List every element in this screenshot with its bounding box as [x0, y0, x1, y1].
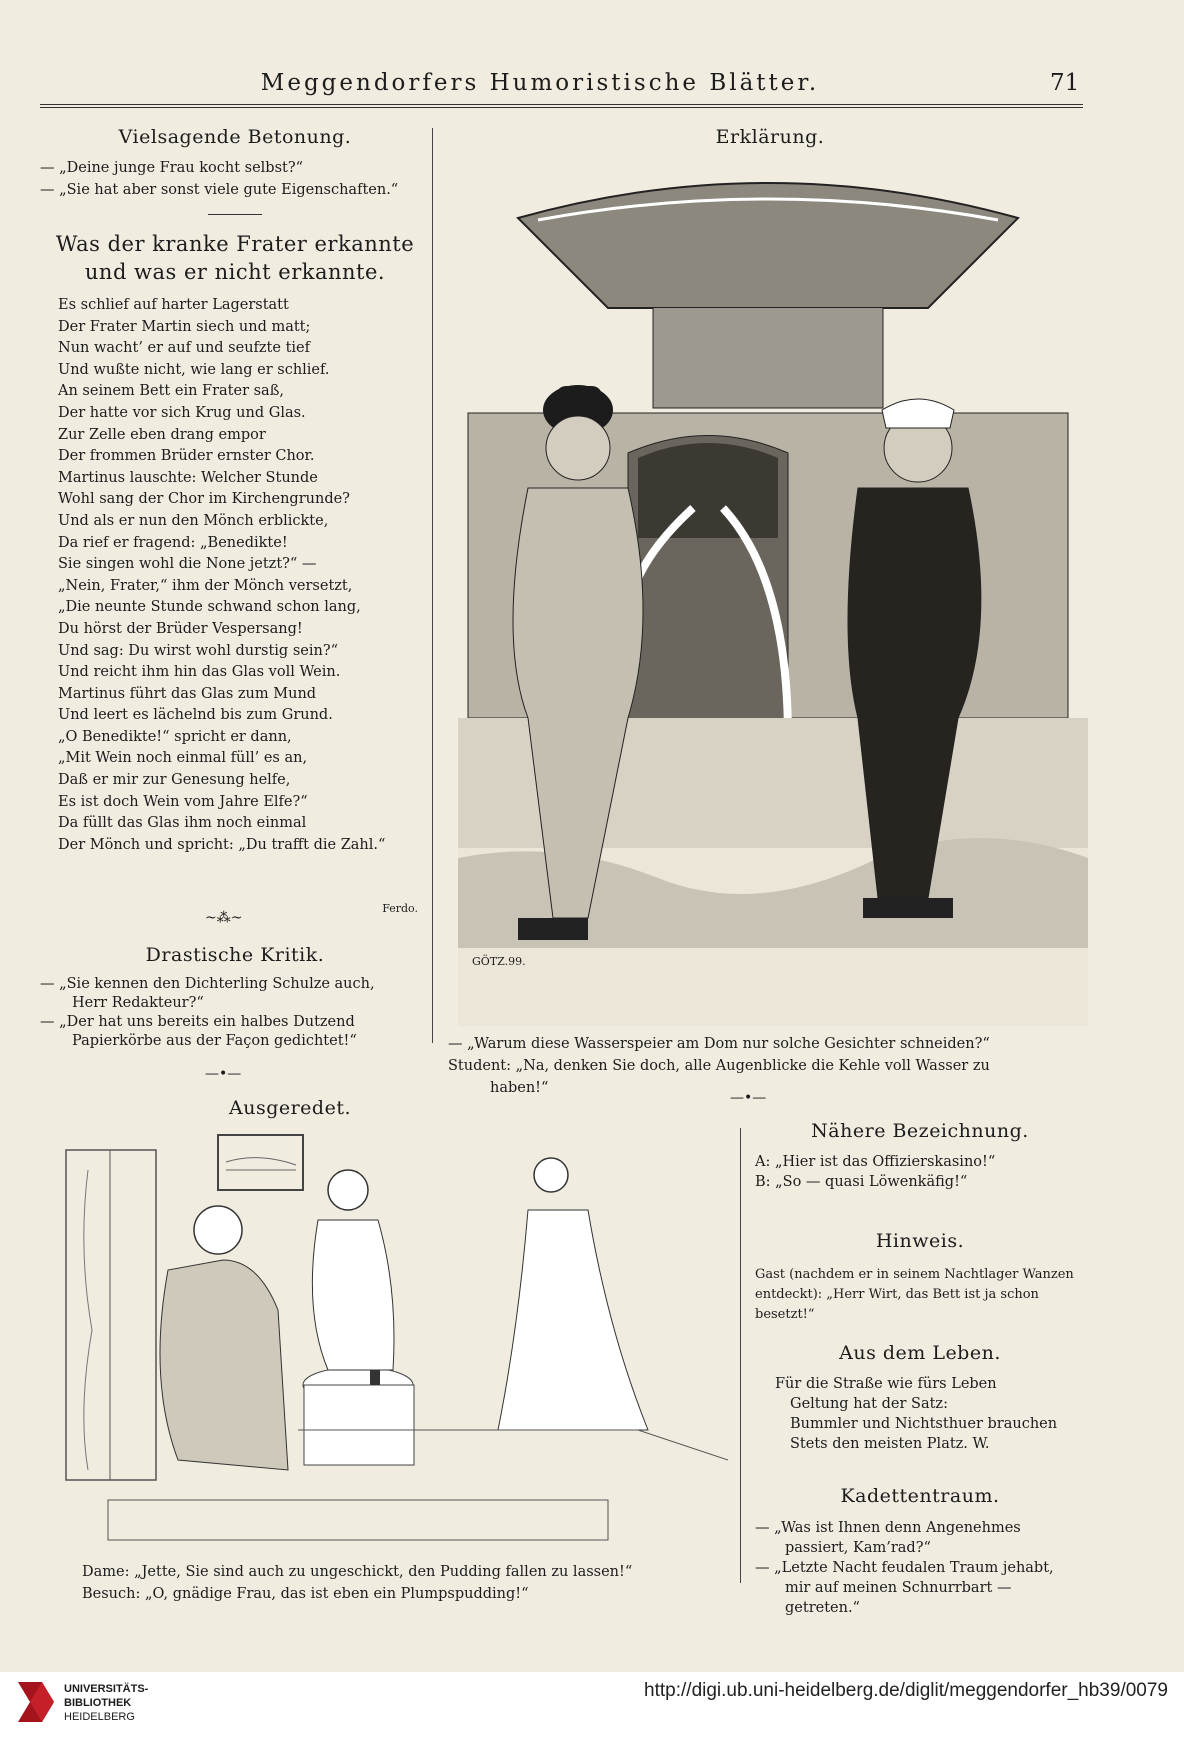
- poem-line: „Mit Wein noch einmal füll’ es an,: [58, 750, 308, 767]
- text-line: mir auf meinen Schnurrbart —: [785, 1580, 1012, 1596]
- header-rule-2: [40, 107, 1083, 108]
- column-divider-2: [740, 1128, 741, 1583]
- poem-line: Es schlief auf harter Lagerstatt: [58, 297, 289, 313]
- text-line: — „Der hat uns bereits ein halbes Dutzend: [40, 1014, 355, 1030]
- library-logo: [14, 1678, 58, 1726]
- poem-line: Und reicht ihm hin das Glas voll Wein.: [58, 664, 341, 681]
- poem-line: Da füllt das Glas ihm noch einmal: [58, 815, 307, 832]
- poem-line: Martinus lauschte: Welcher Stunde: [58, 469, 318, 486]
- caption-line: haben!“: [490, 1080, 549, 1096]
- section-title-hinweis: Hinweis.: [875, 1230, 965, 1252]
- text-line: — „Deine junge Frau kocht selbst?“: [40, 160, 304, 176]
- erklaerung-drawing: [458, 158, 1088, 1026]
- text-line: Geltung hat der Satz:: [790, 1396, 948, 1412]
- ausgeredet-drawing: [48, 1130, 728, 1550]
- caption-line: Student: „Na, denken Sie doch, alle Augenblicke die Kehle voll Wasser zu: [448, 1058, 990, 1074]
- library-line: UNIVERSITÄTS-: [64, 1683, 149, 1695]
- poem-line: Und als er nun den Mönch erblickte,: [58, 512, 329, 529]
- section-title-erklaerung: Erklärung.: [715, 126, 825, 148]
- poem-line: Wohl sang der Chor im Kirchengrunde?: [58, 491, 350, 508]
- poem: [58, 295, 428, 856]
- text-line: A: „Hier ist das Offizierskasino!“: [755, 1154, 996, 1170]
- illustration-erklaerung: [458, 158, 1088, 1026]
- section-title-frater-2: und was er nicht erkannte.: [84, 260, 386, 284]
- library-line: HEIDELBERG: [64, 1711, 135, 1723]
- ornament-divider: —•—: [730, 1090, 767, 1106]
- header-rule: [40, 104, 1083, 105]
- poem-line: Und leert es lächelnd bis zum Grund.: [58, 707, 333, 724]
- logo-icon: [14, 1678, 58, 1726]
- illustration-ausgeredet: [48, 1130, 728, 1550]
- poem-line: Nun wacht’ er auf und seufzte tief: [58, 340, 310, 357]
- poem-line: Da rief er fragend: „Benedikte!: [58, 534, 288, 551]
- text-line: passiert, Kam’rad?“: [785, 1540, 931, 1556]
- text-line: B: „So — quasi Löwenkäfig!“: [755, 1174, 968, 1190]
- section-title-kadettentraum: Kadettentraum.: [840, 1485, 1000, 1507]
- page-number: 71: [1050, 70, 1080, 96]
- poem-line: Der frommen Brüder ernster Chor.: [58, 448, 315, 465]
- caption-line: — „Warum diese Wasserspeier am Dom nur solche Gesichter schneiden?“: [448, 1036, 990, 1052]
- poem-line: Du hörst der Brüder Vespersang!: [58, 620, 303, 637]
- poem-line: Zur Zelle eben drang empor: [58, 426, 266, 443]
- section-title-aus-dem-leben: Aus dem Leben.: [839, 1342, 1001, 1364]
- text-line: besetzt!“: [755, 1307, 815, 1322]
- caption-line: Besuch: „O, gnädige Frau, das ist eben ein Plumpspudding!“: [82, 1586, 529, 1602]
- text-line: — „Letzte Nacht feudalen Traum jehabt,: [755, 1560, 1054, 1576]
- poem-line: Es ist doch Wein vom Jahre Elfe?“: [58, 793, 308, 810]
- poem-line: Der hatte vor sich Krug und Glas.: [58, 404, 306, 421]
- section-title-drastische: Drastische Kritik.: [145, 944, 325, 966]
- section-separator: [208, 214, 262, 215]
- poem-line: Der Mönch und spricht: „Du trafft die Zahl.“: [58, 836, 386, 853]
- text-line: Stets den meisten Platz. W.: [790, 1436, 990, 1452]
- text-line: getreten.“: [785, 1600, 860, 1616]
- library-name: [64, 1682, 148, 1724]
- text-line: — „Sie hat aber sonst viele gute Eigenschaften.“: [40, 182, 399, 198]
- poem-line: „Nein, Frater,“ ihm der Mönch versetzt,: [58, 577, 353, 594]
- poem-line: Daß er mir zur Genesung helfe,: [58, 772, 291, 789]
- caption-line: Dame: „Jette, Sie sind auch zu ungeschickt, den Pudding fallen zu lassen!“: [82, 1564, 633, 1580]
- section-title-naehere: Nähere Bezeichnung.: [811, 1120, 1029, 1142]
- ornament-divider: ~⁂~: [205, 910, 243, 926]
- text-line: Herr Redakteur?“: [72, 995, 204, 1011]
- poem-line: An seinem Bett ein Frater saß,: [58, 383, 284, 400]
- section-title-vielsagende: Vielsagende Betonung.: [118, 126, 352, 148]
- poem-line: Und wußte nicht, wie lang er schlief.: [58, 361, 330, 378]
- poem-line: Martinus führt das Glas zum Mund: [58, 685, 317, 702]
- text-line: Gast (nachdem er in seinem Nachtlager Wanzen: [755, 1267, 1074, 1282]
- poem-line: „Die neunte Stunde schwand schon lang,: [58, 599, 361, 616]
- text-line: entdeckt): „Herr Wirt, das Bett ist ja schon: [755, 1287, 1039, 1302]
- text-line: — „Sie kennen den Dichterling Schulze auch,: [40, 976, 375, 992]
- source-url[interactable]: http://digi.ub.uni-heidelberg.de/diglit/meggendorfer_hb39/0079: [644, 1680, 1168, 1701]
- text-line: — „Was ist Ihnen denn Angenehmes: [755, 1520, 1021, 1536]
- section-title-ausgeredet: Ausgeredet.: [228, 1097, 352, 1119]
- signature-ferdo: Ferdo.: [382, 902, 418, 915]
- page-header-title: Meggendorfers Humoristische Blätter.: [260, 70, 820, 96]
- poem-line: Und sag: Du wirst wohl durstig sein?“: [58, 642, 339, 659]
- text-line: Für die Straße wie fürs Leben: [775, 1376, 997, 1392]
- ornament-divider: —•—: [205, 1066, 242, 1082]
- text-line: Bummler und Nichtsthuer brauchen: [790, 1416, 1058, 1432]
- artist-signature: GÖTZ.99.: [472, 955, 526, 968]
- section-title-frater-1: Was der kranke Frater erkannte: [55, 232, 415, 256]
- column-divider: [432, 128, 433, 1043]
- poem-line: „O Benedikte!“ spricht er dann,: [58, 728, 292, 745]
- poem-line: Der Frater Martin siech und matt;: [58, 318, 311, 335]
- library-line: BIBLIOTHEK: [64, 1697, 132, 1709]
- poem-line: Sie singen wohl die None jetzt?“ —: [58, 556, 317, 573]
- text-line: Papierkörbe aus der Façon gedichtet!“: [72, 1033, 357, 1049]
